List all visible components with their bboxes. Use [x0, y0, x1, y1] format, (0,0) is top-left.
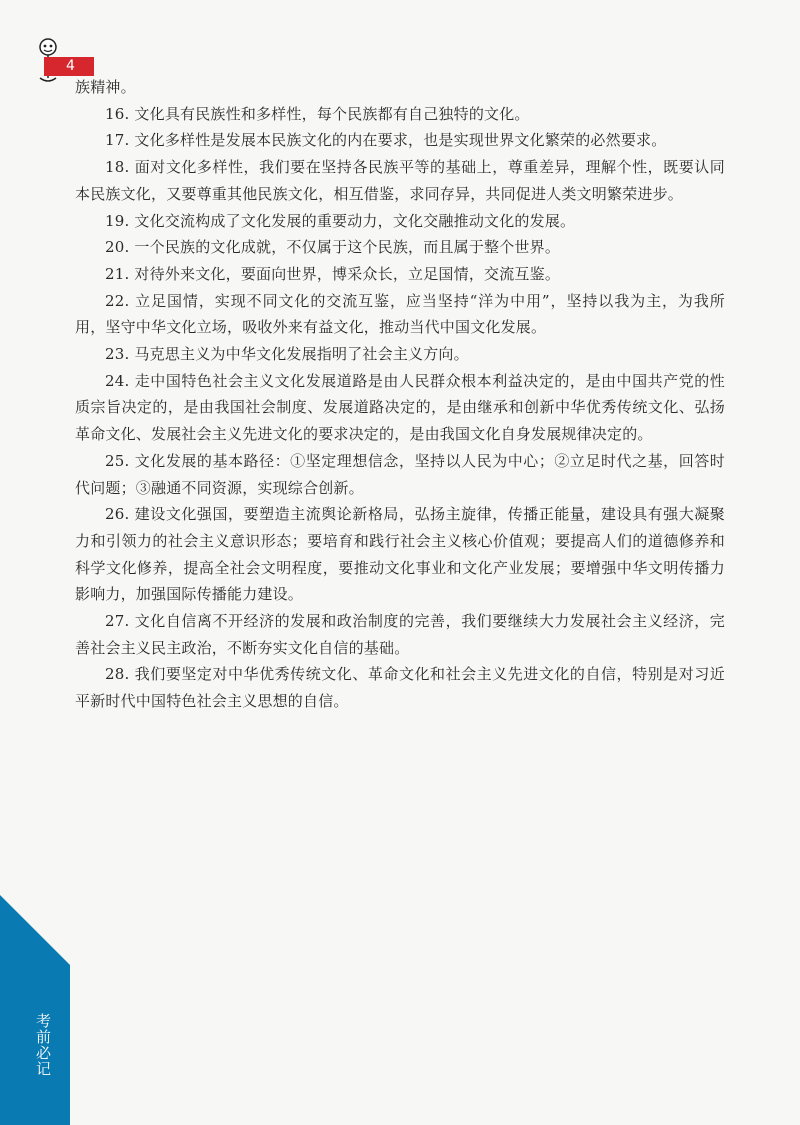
paragraph-19: 19. 文化交流构成了文化发展的重要动力，文化交融推动文化的发展。: [105, 211, 576, 230]
document-body: [75, 74, 725, 715]
paragraph-24: 24. 走中国特色社会主义文化发展道路是由人民群众根本利益决定的，是由中国共产党的性质宗旨决定的，是由我国社会制度、发展道路决定的，是由继承和创新中华优秀传统文化、弘扬革命文化、发展社会主义先进文化的要求决定的，是由我国文化自身发展规律决定的。: [75, 371, 725, 444]
paragraph-20: 20. 一个民族的文化成就，不仅属于这个民族，而且属于整个世界。: [105, 238, 561, 257]
paragraph-25: 25. 文化发展的基本路径：①坚定理想信念，坚持以人民为中心；②立足时代之基，回答时代问题；③融通不同资源，实现综合创新。: [75, 451, 725, 497]
paragraph-22: 22. 立足国情，实现不同文化的交流互鉴，应当坚持“洋为中用”，坚持以我为主，为我所用，坚守中华文化立场，吸收外来有益文化，推动当代中国文化发展。: [75, 291, 725, 337]
paragraph-21: 21. 对待外来文化，要面向世界，博采众长，立足国情，交流互鉴。: [105, 264, 561, 283]
paragraph-continuation: 族精神。: [75, 78, 136, 96]
paragraph-18: 18. 面对文化多样性，我们要在坚持各民族平等的基础上，尊重差异，理解个性，既要认同本民族文化，又要尊重其他民族文化，相互借鉴，求同存异，共同促进人类文明繁荣进步。: [75, 158, 725, 203]
paragraph-26: 26. 建设文化强国，要塑造主流舆论新格局，弘扬主旋律，传播正能量，建设具有强大凝聚力和引领力的社会主义意识形态；要培育和践行社会主义核心价值观；要提高人们的道德修养和科学文化修养，提高全社会文明程度，要推动文化事业和文化产业发展；要增强中华文明传播力影响力，加强国际传播能力建设。: [75, 505, 725, 604]
paragraph-17: 17. 文化多样性是发展本民族文化的内在要求，也是实现世界文化繁荣的必然要求。: [105, 131, 667, 150]
paragraph-16: 16. 文化具有民族性和多样性，每个民族都有自己独特的文化。: [105, 104, 530, 123]
paragraph-28: 28. 我们要坚定对中华优秀传统文化、革命文化和社会主义先进文化的自信，特别是对习近平新时代中国特色社会主义思想的自信。: [75, 665, 725, 711]
side-tab-label: 考前必记: [34, 1013, 52, 1077]
paragraph-23: 23. 马克思主义为中华文化发展指明了社会主义方向。: [105, 345, 469, 364]
page-number: 4: [44, 57, 94, 76]
paragraph-27: 27. 文化自信离不开经济的发展和政治制度的完善，我们要继续大力发展社会主义经济，完善社会主义民主政治，不断夯实文化自信的基础。: [75, 612, 725, 657]
side-tab: [0, 895, 70, 1125]
